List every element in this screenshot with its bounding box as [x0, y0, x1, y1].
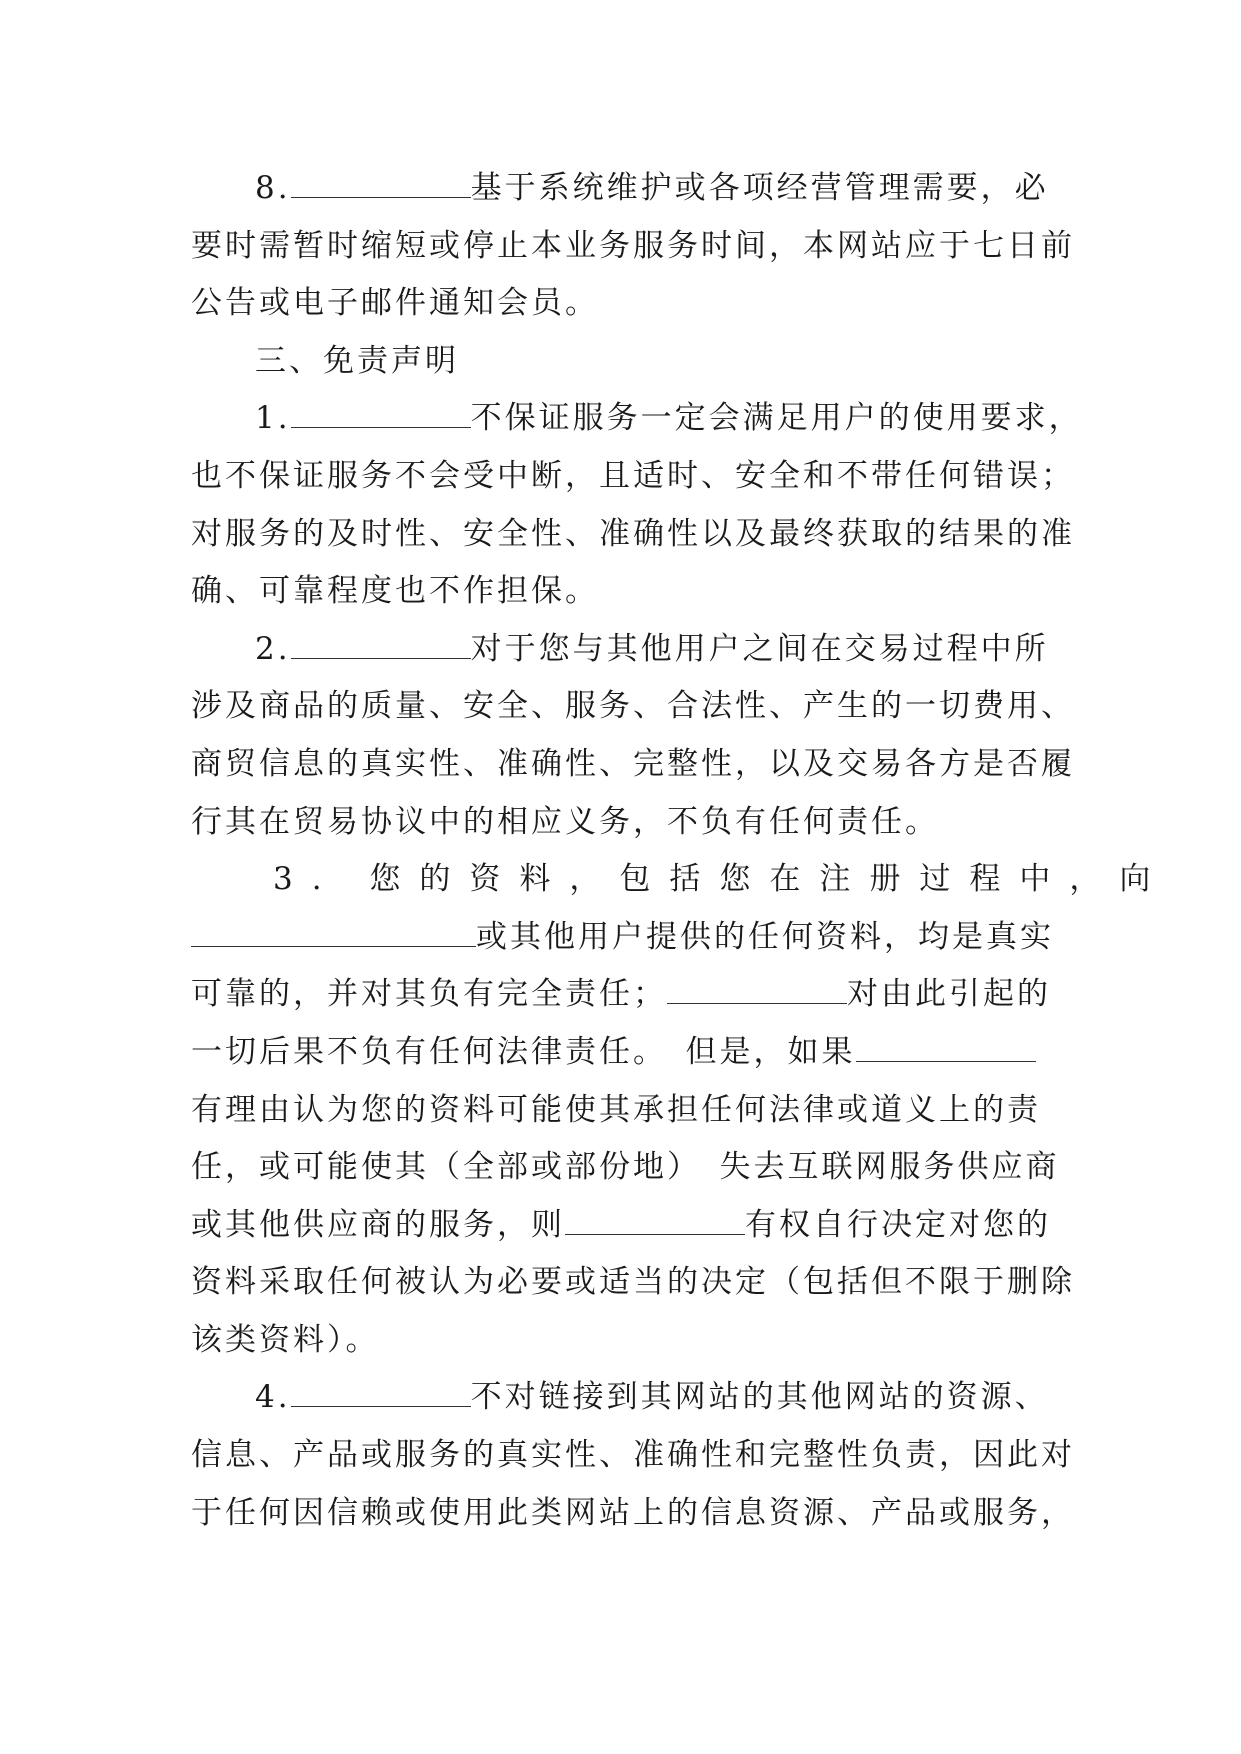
disclaimer-1-text: 不保证服务一定会满足用户的使用要求， [470, 400, 1083, 437]
clause-8-line-2: 要时需暂时缩短或停止本业务服务时间，本网站应于七日前 [191, 227, 1075, 264]
disclaimer-4-line-1 [191, 1369, 1051, 1427]
disclaimer-3-line-5: 有理由认为您的资料可能使其承担任何法律或道义上的责 [191, 1091, 1041, 1128]
disclaimer-3-text: 可靠的，并对其负有完全责任； [191, 976, 667, 1013]
disclaimer-1-line-3: 对服务的及时性、安全性、准确性以及最终获取的结果的准 [191, 515, 1075, 552]
blank-line [291, 1382, 471, 1407]
blank-line [291, 634, 471, 659]
blank-line [565, 1210, 745, 1235]
disclaimer-4-line-3: 于任何因信赖或使用此类网站上的信息资源、产品或服务， [191, 1494, 1075, 1531]
disclaimer-3-text: 或其他供应商的服务，则 [191, 1206, 565, 1243]
disclaimer-3-line-1: 3. 您的资料，包括您在注册过程中，向 [273, 861, 1170, 898]
blank-line [191, 922, 476, 947]
disclaimer-3-line-9: 该类资料）。 [191, 1321, 380, 1358]
disclaimer-3-text: 对由此引起的 [847, 976, 1051, 1013]
disclaimer-3-text: 或其他用户提供的任何资料，均是真实 [476, 918, 1054, 955]
disclaimer-2-line-4: 行其在贸易协议中的相应义务，不负有任何责任。 [191, 803, 939, 840]
disclaimer-2-line-1 [191, 621, 1051, 679]
disclaimer-4-line-2: 信息、产品或服务的真实性、准确性和完整性负责，因此对 [191, 1437, 1075, 1474]
disclaimer-2-number: 2. [255, 630, 291, 667]
blank-line [291, 173, 471, 198]
blank-line [856, 1037, 1036, 1062]
disclaimer-1-line-4: 确、可靠程度也不作担保。 [191, 573, 599, 610]
document-body [191, 160, 1170, 1542]
disclaimer-1-line-1 [191, 390, 1083, 448]
disclaimer-4-text: 不对链接到其网站的其他网站的资源、 [470, 1379, 1049, 1416]
clause-8-line-1 [191, 160, 1051, 218]
blank-line [667, 979, 847, 1004]
disclaimer-1-line-2: 也不保证服务不会受中断，且适时、安全和不带任何错误； [191, 457, 1075, 494]
clause-8-number: 8. [255, 170, 291, 206]
disclaimer-3-line-3 [191, 966, 1051, 1024]
disclaimer-3-line-7 [191, 1197, 1051, 1255]
disclaimer-2-line-3: 商贸信息的真实性、准确性、完整性，以及交易各方是否履 [191, 745, 1075, 782]
section-heading-disclaimer: 三、免责声明 [255, 342, 459, 379]
clause-8-line-3: 公告或电子邮件通知会员。 [191, 285, 599, 322]
disclaimer-3-line-4 [191, 1024, 1051, 1082]
disclaimer-3-line-2 [191, 909, 1054, 967]
disclaimer-2-text: 对于您与其他用户之间在交易过程中所 [470, 630, 1049, 667]
disclaimer-3-text: 一切后果不负有任何法律责任。 但是，如果 [191, 1033, 856, 1070]
disclaimer-2-line-2: 涉及商品的质量、安全、服务、合法性、产生的一切费用、 [191, 688, 1075, 725]
disclaimer-1-number: 1. [255, 400, 291, 437]
disclaimer-4-number: 4. [255, 1379, 291, 1416]
blank-line [291, 403, 471, 428]
disclaimer-3-line-8: 资料采取任何被认为必要或适当的决定（包括但不限于删除 [191, 1264, 1075, 1301]
clause-8-text: 基于系统维护或各项经营管理需要，必 [470, 170, 1049, 206]
disclaimer-3-text: 有权自行决定对您的 [745, 1206, 1051, 1243]
disclaimer-3-line-6: 任，或可能使其（全部或部份地） 失去互联网服务供应商 [191, 1149, 1060, 1186]
